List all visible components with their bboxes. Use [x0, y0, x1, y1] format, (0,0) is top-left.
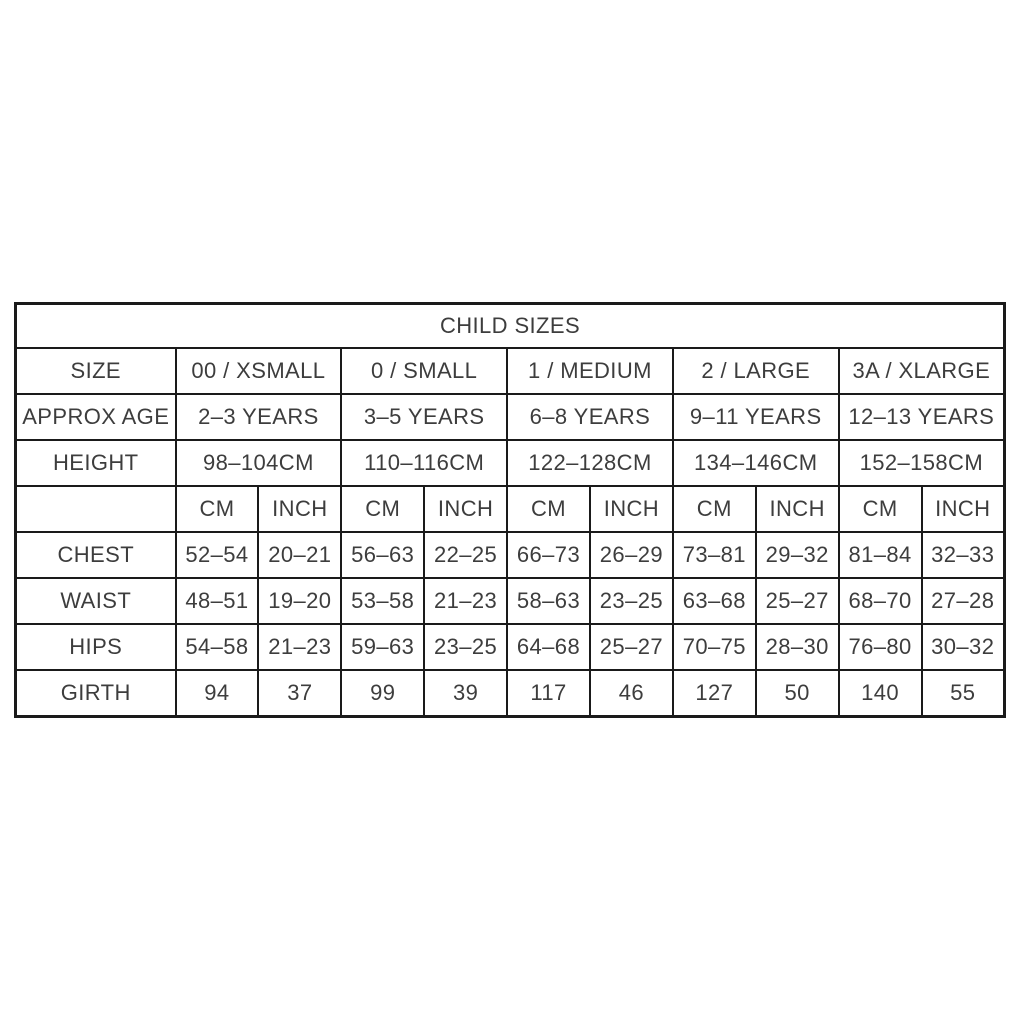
chest-cell-7: 29–32	[756, 532, 839, 578]
hips-cell-2: 59–63	[341, 624, 424, 670]
waist-cell-8: 68–70	[839, 578, 922, 624]
chest-cell-1: 20–21	[258, 532, 341, 578]
girth-cell-4: 117	[507, 670, 590, 717]
girth-cell-9: 55	[922, 670, 1005, 717]
age-value-xlarge: 12–13 YEARS	[839, 394, 1005, 440]
size-value-medium: 1 / MEDIUM	[507, 348, 673, 394]
unit-cell-cm-4: CM	[673, 486, 756, 532]
size-value-xsmall: 00 / XSMALL	[176, 348, 342, 394]
hips-cell-8: 76–80	[839, 624, 922, 670]
girth-cell-3: 39	[424, 670, 507, 717]
chest-cell-3: 22–25	[424, 532, 507, 578]
unit-cell-cm-1: CM	[176, 486, 259, 532]
row-label-waist: WAIST	[16, 578, 176, 624]
chest-cell-9: 32–33	[922, 532, 1005, 578]
table-row-height	[16, 440, 1005, 486]
girth-cell-0: 94	[176, 670, 259, 717]
unit-cell-cm-2: CM	[341, 486, 424, 532]
girth-cell-8: 140	[839, 670, 922, 717]
hips-cell-3: 23–25	[424, 624, 507, 670]
unit-cell-inch-4: INCH	[756, 486, 839, 532]
age-value-xsmall: 2–3 YEARS	[176, 394, 342, 440]
table-row-chest	[16, 532, 1005, 578]
hips-cell-5: 25–27	[590, 624, 673, 670]
chest-cell-0: 52–54	[176, 532, 259, 578]
table-row-size	[16, 348, 1005, 394]
size-value-small: 0 / SMALL	[341, 348, 507, 394]
unit-cell-inch-5: INCH	[922, 486, 1005, 532]
chest-cell-6: 73–81	[673, 532, 756, 578]
table-title: CHILD SIZES	[16, 304, 1005, 349]
waist-cell-7: 25–27	[756, 578, 839, 624]
age-value-small: 3–5 YEARS	[341, 394, 507, 440]
table-row-hips	[16, 624, 1005, 670]
chest-cell-8: 81–84	[839, 532, 922, 578]
row-label-chest: CHEST	[16, 532, 176, 578]
hips-cell-0: 54–58	[176, 624, 259, 670]
hips-cell-9: 30–32	[922, 624, 1005, 670]
girth-cell-2: 99	[341, 670, 424, 717]
size-value-xlarge: 3A / XLARGE	[839, 348, 1005, 394]
unit-cell-cm-5: CM	[839, 486, 922, 532]
girth-cell-6: 127	[673, 670, 756, 717]
row-label-height: HEIGHT	[16, 440, 176, 486]
waist-cell-6: 63–68	[673, 578, 756, 624]
child-sizes-table	[14, 302, 1006, 718]
row-label-blank	[16, 486, 176, 532]
unit-cell-cm-3: CM	[507, 486, 590, 532]
waist-cell-3: 21–23	[424, 578, 507, 624]
row-label-approx-age: APPROX AGE	[16, 394, 176, 440]
height-value-small: 110–116CM	[341, 440, 507, 486]
waist-cell-1: 19–20	[258, 578, 341, 624]
unit-cell-inch-1: INCH	[258, 486, 341, 532]
girth-cell-5: 46	[590, 670, 673, 717]
row-label-hips: HIPS	[16, 624, 176, 670]
hips-cell-1: 21–23	[258, 624, 341, 670]
girth-cell-7: 50	[756, 670, 839, 717]
size-value-large: 2 / LARGE	[673, 348, 839, 394]
height-value-large: 134–146CM	[673, 440, 839, 486]
age-value-medium: 6–8 YEARS	[507, 394, 673, 440]
table-title-row	[16, 304, 1005, 349]
waist-cell-0: 48–51	[176, 578, 259, 624]
chest-cell-5: 26–29	[590, 532, 673, 578]
hips-cell-6: 70–75	[673, 624, 756, 670]
age-value-large: 9–11 YEARS	[673, 394, 839, 440]
height-value-xlarge: 152–158CM	[839, 440, 1005, 486]
table-row-units	[16, 486, 1005, 532]
waist-cell-5: 23–25	[590, 578, 673, 624]
waist-cell-2: 53–58	[341, 578, 424, 624]
waist-cell-9: 27–28	[922, 578, 1005, 624]
hips-cell-7: 28–30	[756, 624, 839, 670]
table-row-approx-age	[16, 394, 1005, 440]
unit-cell-inch-3: INCH	[590, 486, 673, 532]
table-row-waist	[16, 578, 1005, 624]
chest-cell-2: 56–63	[341, 532, 424, 578]
row-label-girth: GIRTH	[16, 670, 176, 717]
hips-cell-4: 64–68	[507, 624, 590, 670]
table-row-girth	[16, 670, 1005, 717]
unit-cell-inch-2: INCH	[424, 486, 507, 532]
waist-cell-4: 58–63	[507, 578, 590, 624]
height-value-medium: 122–128CM	[507, 440, 673, 486]
row-label-size: SIZE	[16, 348, 176, 394]
girth-cell-1: 37	[258, 670, 341, 717]
chest-cell-4: 66–73	[507, 532, 590, 578]
height-value-xsmall: 98–104CM	[176, 440, 342, 486]
